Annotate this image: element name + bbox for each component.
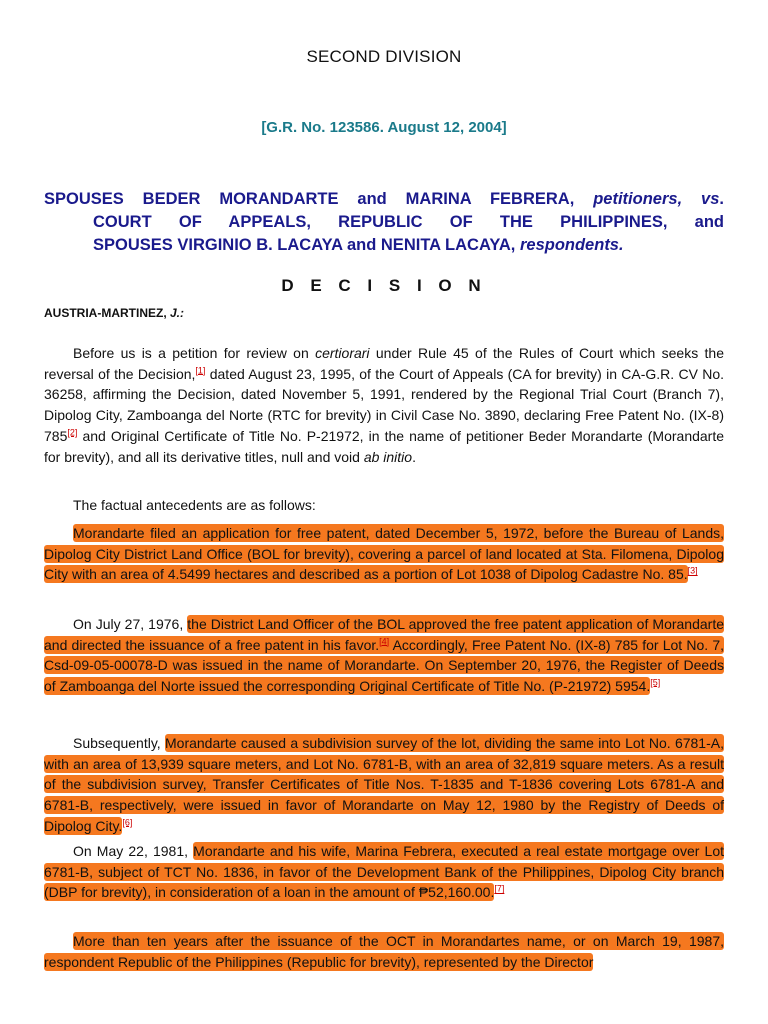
highlight: Morandarte caused a subdivision survey of the lot, dividing the same into Lot No. 6781-A, with an area of 13,939 square meters, and Lot No. 6781-B, with an area of 32,819 square meters. As a result of the subdivision survey, Transfer Certificates of Title Nos. T-1835 and T-1836 covering Lots 6781-A and 6781-B, respectively, were issued in favor of Morandarte on May 12, 1980 by the Registry of Deeds of Dipolog City. [44,735,724,834]
division-heading: SECOND DIVISION [306,47,462,66]
case-number: [G.R. No. 123586. August 12, 2004] [261,119,507,136]
paragraph-4: On July 27, 1976, the District Land Officer of the BOL approved the free patent application of Morandarte and directed the issuance of a free patent in his favor.[4] Accordingly, Free Patent No. (IX-8) 785 for Lot No. 7, Csd-09-05-00078-D was issued in the name of Morandarte. On September 20, 1976, the Register of Deeds of Zamboanga del Norte issued the corresponding Original Certificate of Title No. (P-21972) 5954.[5] [44,616,725,695]
highlight: the District Land Officer of the BOL approved the free patent application of Morandarte and directed the issuance of a free patent in his favor.[4] Accordingly, Free Patent No. (IX-8) 785 for Lot No. 7, Csd-09-05-00078-D was issued in the name of Morandarte. On September 20, 1976, the Register of Deeds of Zamboanga del Norte issued the corresponding Original Certificate of Title No. (P-21972) 5954. [44,616,725,695]
paragraph-3 [44,523,724,585]
parties-line-1: SPOUSES BEDER MORANDARTE and MARINA FEBRERA, petitioners, vs. [44,190,725,208]
footnote-link-6[interactable]: [6] [122,817,133,828]
footnote-link-1[interactable]: [1] [195,365,206,376]
highlight: Morandarte filed an application for free patent, dated December 5, 1972, before the Bureau of Lands, Dipolog City District Land Office (BOL for brevity), covering a parcel of land located at Sta. Filomena, Dipolog City with an area of 4.5499 hectares and described as a portion of Lot 1038 of Dipolog Cadastre No. 85. [44,525,724,583]
ponente: AUSTRIA-MARTINEZ, J.: [44,306,185,320]
highlight: More than ten years after the issuance of the OCT in Morandartes name, or on March 19, 1987, respondent Republic of the Philippines (Republic for brevity), represented by the Director [44,933,724,970]
paragraph-6: On May 22, 1981, Morandarte and his wife, Marina Febrera, executed a real estate mortgage over Lot 6781-B, subject of TCT No. 1836, in favor of the Development Bank of the Philippines, Dipolog City branch (DBP for brevity), in consideration of a loan in the amount of ₱52,160.00.[7] [44,843,724,901]
decision-title: D E C I S I O N [281,276,487,295]
case-parties [44,188,724,257]
footnote-link-5[interactable]: [5] [650,677,661,688]
paragraph-7 [44,931,724,972]
paragraph-5: Subsequently, Morandarte caused a subdivision survey of the lot, dividing the same into Lot No. 6781-A, with an area of 13,939 square meters, and Lot No. 6781-B, with an area of 32,819 square meters. As a result of the subdivision survey, Transfer Certificates of Title Nos. T-1835 and T-1836 covering Lots 6781-A and 6781-B, respectively, were issued in favor of Morandarte on May 12, 1980 by the Registry of Deeds of Dipolog City.[6] [44,735,724,834]
footnote-link-7[interactable]: [7] [494,883,505,894]
footnote-link-2[interactable]: [2] [67,427,78,438]
highlight: Morandarte and his wife, Marina Febrera, executed a real estate mortgage over Lot 6781-B, subject of TCT No. 1836, in favor of the Development Bank of the Philippines, Dipolog City branch (DBP for brevity), in consideration of a loan in the amount of ₱52,160.00. [44,843,724,901]
parties-line-2: COURT OF APPEALS, REPUBLIC OF THE PHILIPPINES, and [93,213,724,231]
footnote-link-4[interactable]: [4] [379,636,390,647]
paragraph-1: Before us is a petition for review on certiorari under Rule 45 of the Rules of Court which seeks the reversal of the Decision,[1] dated August 23, 1995, of the Court of Appeals (CA for brevity) in CA-G.R. CV No. 36258, affirming the Decision, dated November 5, 1991, rendered by the Regional Trial Court (Branch 7), Dipolog City, Zamboanga del Norte (RTC for brevity) in Civil Case No. 3890, declaring Free Patent No. (IX-8) 785[2] and Original Certificate of Title No. P-21972, in the name of petitioner Beder Morandarte (Morandarte for brevity), and all its derivative titles, null and void ab initio. [44,345,725,465]
paragraph-2: The factual antecedents are as follows: [73,497,316,513]
parties-line-3: SPOUSES VIRGINIO B. LACAYA and NENITA LACAYA, respondents. [93,236,624,254]
footnote-link-3[interactable]: [3] [687,565,698,576]
